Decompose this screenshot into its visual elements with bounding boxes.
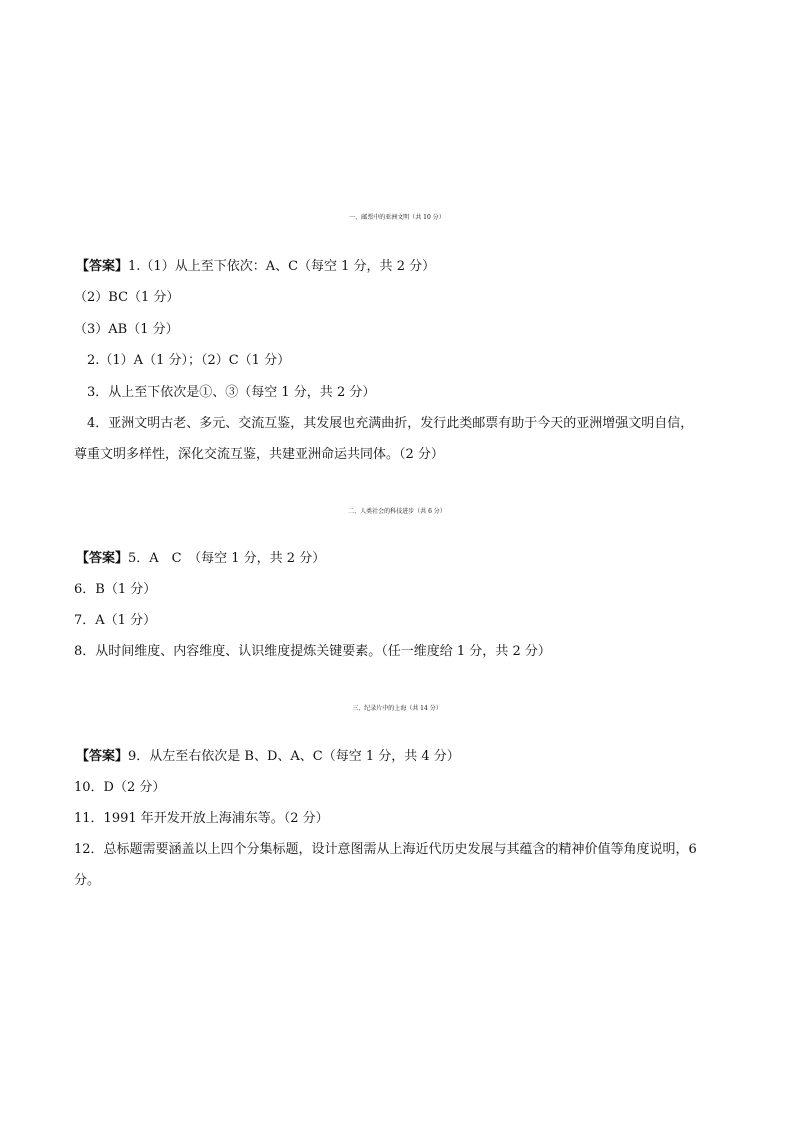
answer-line-12-cont: 分。 [74, 873, 101, 888]
answer-text: 5．A C （每空 1 分，共 2 分） [128, 551, 326, 566]
section-3-heading: 三、纪录片中的上海（共 14 分） [352, 705, 442, 712]
answer-line-12: 12．总标题需要涵盖以上四个分集标题，设计意图需从上海近代历史发展与其蕴含的精神价值等角度说明，6 [74, 842, 697, 857]
answer-line-1-3: （3）AB（1 分） [74, 322, 179, 337]
answer-text: 9．从左至右依次是 B、D、A、C（每空 1 分，共 4 分） [128, 749, 460, 764]
answer-line-6: 6．B（1 分） [74, 582, 157, 597]
answer-line-5 [76, 551, 325, 567]
answer-line-2: 2.（1）A（1 分）；（2）C（1 分） [87, 353, 291, 368]
answer-line-11: 11．1991 年开发开放上海浦东等。（2 分） [74, 811, 329, 826]
section-1-heading: 一、邮票中的亚洲文明（共 10 分） [349, 214, 445, 221]
answer-tag: 【答案】 [76, 551, 129, 566]
answer-line-10: 10．D（2 分） [74, 780, 166, 795]
answer-tag: 【答案】 [76, 259, 129, 274]
answer-line-8: 8．从时间维度、内容维度、认识维度提炼关键要素。（任一维度给 1 分，共 2 分） [74, 644, 551, 659]
answer-text: 1.（1）从上至下依次：A、C（每空 1 分，共 2 分） [128, 259, 436, 274]
answer-line-1 [76, 259, 435, 275]
answer-line-3: 3．从上至下依次是①、③（每空 1 分，共 2 分） [87, 385, 376, 400]
answer-tag: 【答案】 [76, 749, 129, 764]
answer-line-1-2: （2）BC（1 分） [74, 290, 180, 305]
answer-line-9 [76, 749, 460, 765]
answer-line-4: 4．亚洲文明古老、多元、交流互鉴，其发展也充满曲折，发行此类邮票有助于今天的亚洲增强文明自信， [87, 416, 694, 431]
answer-line-7: 7．A（1 分） [74, 613, 157, 628]
section-2-heading: 二、人类社会的科技进步（共 6 分） [348, 508, 446, 515]
answer-line-4-cont: 尊重文明多样性，深化交流互鉴，共建亚洲命运共同体。（2 分） [74, 447, 444, 462]
